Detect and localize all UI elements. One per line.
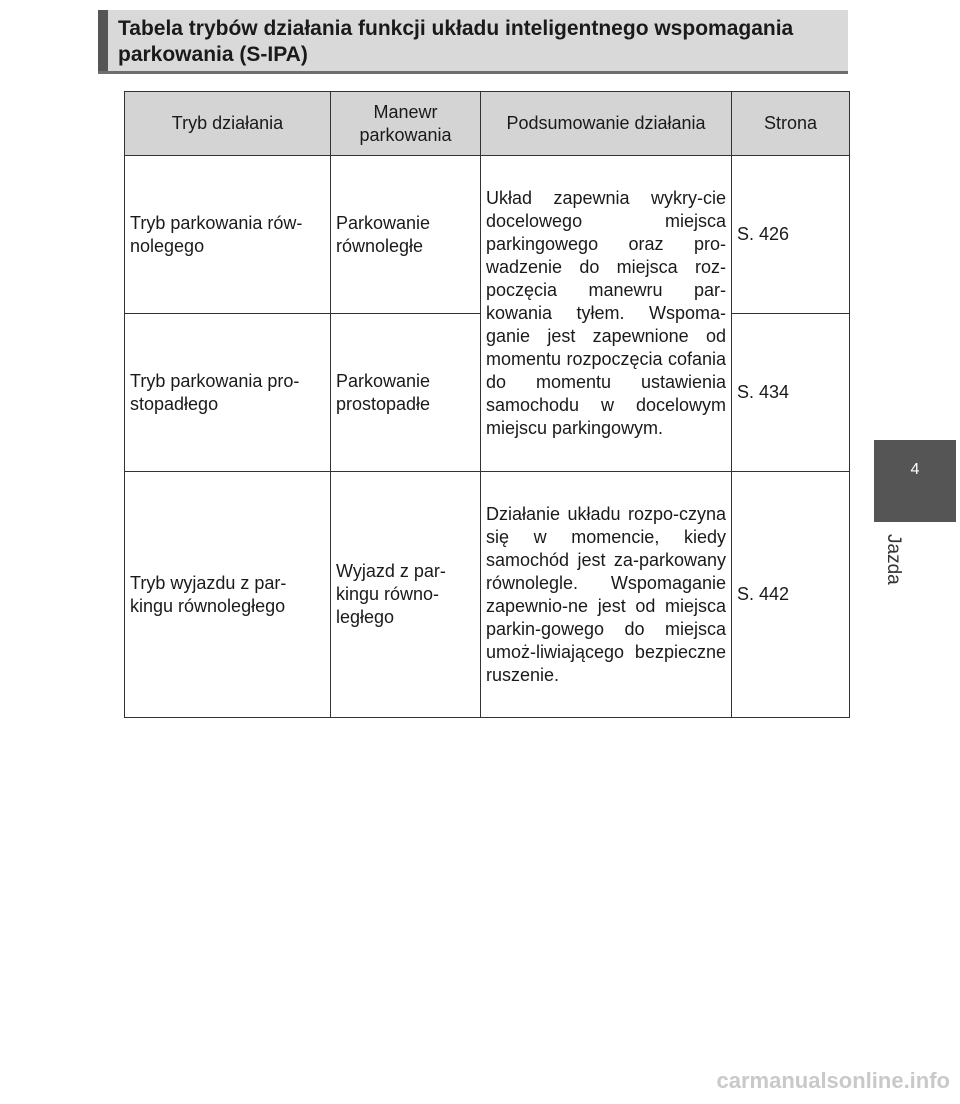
summary-cell: Działanie układu rozpo-czyna się w momencie, kiedy samochód jest za-parkowany równolegle. Wspomaganie zapewnio-ne jest od miejsca parkin-gowego do miejsca umoż-liwiającego bezpieczne ruszenie. (481, 472, 732, 718)
column-header-page: Strona (732, 92, 850, 156)
maneuver-cell: Parkowanie równoległe (331, 156, 481, 314)
chapter-number: 4 (910, 461, 920, 478)
header-accent-bar (98, 10, 108, 71)
maneuver-cell: Wyjazd z par-kingu równo-ległego (331, 472, 481, 718)
page-reference: S. 434 (732, 314, 850, 472)
watermark: carmanualsonline.info (716, 1068, 950, 1093)
operation-modes-table (124, 91, 850, 718)
column-header-maneuver: Manewr parkowania (331, 92, 481, 156)
mode-cell: Tryb wyjazdu z par-kingu równoległego (125, 472, 331, 718)
page-reference: S. 426 (732, 156, 850, 314)
table-row (125, 472, 850, 718)
mode-cell: Tryb parkowania pro-stopadłego (125, 314, 331, 472)
chapter-label: Jazda (883, 534, 904, 585)
table-row (125, 156, 850, 314)
section-title: Tabela trybów działania funkcji układu inteligentnego wspomagania parkowania (S-IPA) (118, 17, 794, 66)
section-header (98, 10, 848, 74)
column-header-mode: Tryb działania (125, 92, 331, 156)
maneuver-cell: Parkowanie prostopadłe (331, 314, 481, 472)
mode-cell: Tryb parkowania rów-nolegego (125, 156, 331, 314)
column-header-summary: Podsumowanie działania (481, 92, 732, 156)
summary-cell: Układ zapewnia wykry-cie docelowego miejsca parkingowego oraz pro-wadzenie do miejsca roz-poczęcia manewru par-kowania tyłem. Wspoma-ganie jest zapewnione od momentu rozpoczęcia cofania do momentu ustawienia samochodu w docelowym miejscu parkingowym. (481, 156, 732, 472)
table-header-row (125, 92, 850, 156)
page-reference: S. 442 (732, 472, 850, 718)
chapter-tab (874, 440, 956, 522)
